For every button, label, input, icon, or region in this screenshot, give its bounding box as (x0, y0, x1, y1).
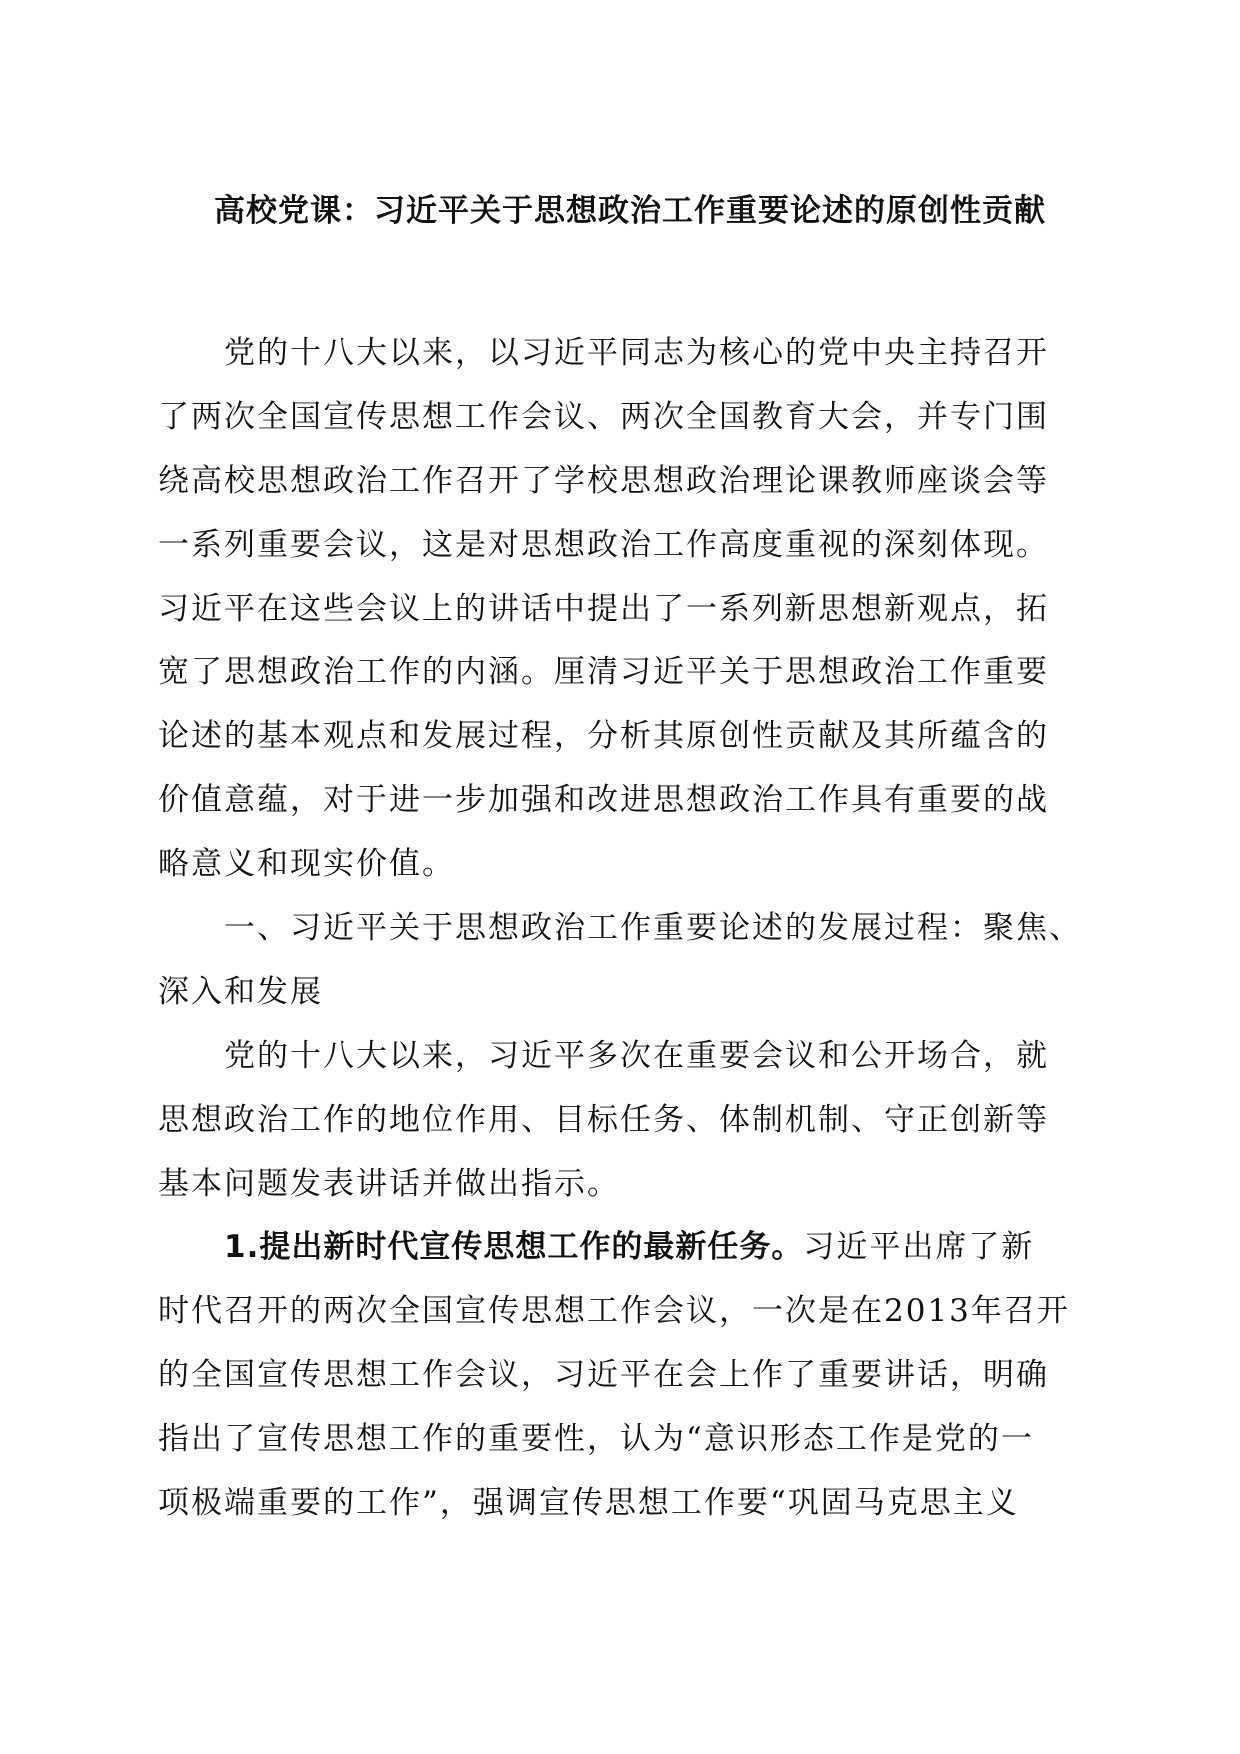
point-one-text: 习近平出席了新 (803, 1229, 1035, 1266)
paragraph-line: 项极端重要的工作”，强调宣传思想工作要“巩固马克思主义 (158, 1485, 1019, 1522)
paragraph-line: 价值意蕴，对于进一步加强和改进思想政治工作具有重要的战 (158, 782, 1049, 819)
section-heading-line: 深入和发展 (158, 973, 323, 1010)
paragraph-line: 绕高校思想政治工作召开了学校思想政治理论课教师座谈会等 (158, 462, 1049, 499)
paragraph-line: 略意义和现实价值。 (158, 846, 455, 883)
paragraph-line: 时代召开的两次全国宣传思想工作会议，一次是在2013年召开 (158, 1293, 1070, 1330)
point-one-heading: 1.提出新时代宣传思想工作的最新任务。 (224, 1229, 804, 1266)
paragraph-line: 一系列重要会议，这是对思想政治工作高度重视的深刻体现。 (158, 526, 1049, 563)
paragraph-line: 指出了宣传思想工作的重要性，认为“意识形态工作是党的一 (158, 1421, 1034, 1458)
document-body (158, 322, 1082, 1536)
paragraph-line: 了两次全国宣传思想工作会议、两次全国教育大会，并专门围 (158, 398, 1049, 435)
paragraph-line: 思想政治工作的地位作用、目标任务、体制机制、守正创新等 (158, 1101, 1049, 1138)
paragraph-line: 论述的基本观点和发展过程，分析其原创性贡献及其所蕴含的 (158, 718, 1049, 755)
paragraph-line: 宽了思想政治工作的内涵。厘清习近平关于思想政治工作重要 (158, 654, 1049, 691)
point-one-line (158, 1216, 1058, 1280)
document-title: 高校党课：习近平关于思想政治工作重要论述的原创性贡献 (214, 193, 1046, 229)
paragraph-line: 党的十八大以来，习近平多次在重要会议和公开场合，就 (224, 1037, 1049, 1074)
paragraph-line: 习近平在这些会议上的讲话中提出了一系列新思想新观点，拓 (158, 590, 1049, 627)
paragraph-line: 党的十八大以来，以习近平同志为核心的党中央主持召开 (224, 335, 1049, 371)
section-heading-line: 一、习近平关于思想政治工作重要论述的发展过程：聚焦、 (224, 910, 1082, 947)
paragraph-line: 基本问题发表讲话并做出指示。 (158, 1165, 620, 1202)
paragraph-line: 的全国宣传思想工作会议，习近平在会上作了重要讲话，明确 (158, 1357, 1049, 1394)
